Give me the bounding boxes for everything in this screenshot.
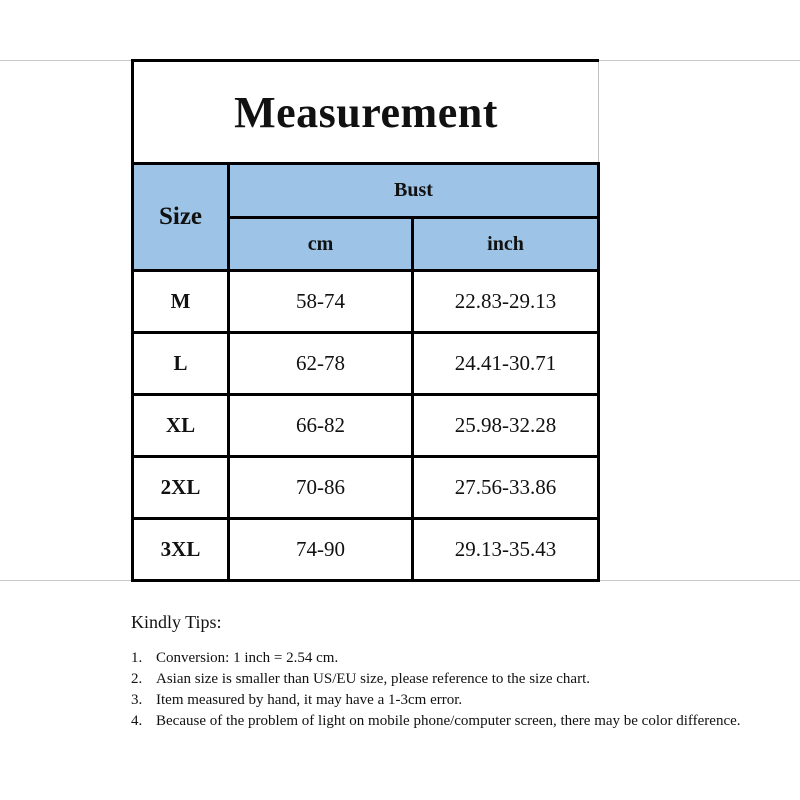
tip-item [131,690,771,711]
cm-column-header: cm [229,218,413,271]
tip-number: 1. [131,650,143,666]
cm-cell: 74-90 [229,519,413,581]
size-cell: 2XL [133,457,229,519]
table-row [133,457,599,519]
size-chart-table [131,59,600,582]
bust-column-header: Bust [229,164,599,218]
tip-number: 3. [131,692,143,708]
inch-column-header: inch [413,218,599,271]
tip-item [131,711,771,732]
tip-text: Item measured by hand, it may have a 1-3cm error. [156,692,463,708]
table-row [133,519,599,581]
cm-cell: 58-74 [229,271,413,333]
tip-text: Because of the problem of light on mobile phone/computer screen, there may be color difference. [156,713,741,729]
cm-cell: 62-78 [229,333,413,395]
header-row [133,164,599,218]
cm-cell: 70-86 [229,457,413,519]
tips-list [131,648,771,732]
tip-text: Conversion: 1 inch = 2.54 cm. [156,650,339,666]
table-row [133,395,599,457]
tip-item [131,648,771,669]
size-cell: XL [133,395,229,457]
inch-cell: 27.56-33.86 [413,457,599,519]
tip-number: 2. [131,671,143,687]
table-row [133,271,599,333]
kindly-tips-section [131,612,771,732]
table-row [133,333,599,395]
inch-cell: 24.41-30.71 [413,333,599,395]
size-cell: M [133,271,229,333]
tips-title: Kindly Tips: [131,612,222,632]
inch-cell: 22.83-29.13 [413,271,599,333]
inch-cell: 29.13-35.43 [413,519,599,581]
title-row [133,61,599,164]
size-cell: L [133,333,229,395]
inch-cell: 25.98-32.28 [413,395,599,457]
size-cell: 3XL [133,519,229,581]
tip-item [131,669,771,690]
table-title: Measurement [133,61,599,164]
tip-text: Asian size is smaller than US/EU size, please reference to the size chart. [156,671,590,687]
cm-cell: 66-82 [229,395,413,457]
tip-number: 4. [131,713,143,729]
size-column-header: Size [133,164,229,271]
